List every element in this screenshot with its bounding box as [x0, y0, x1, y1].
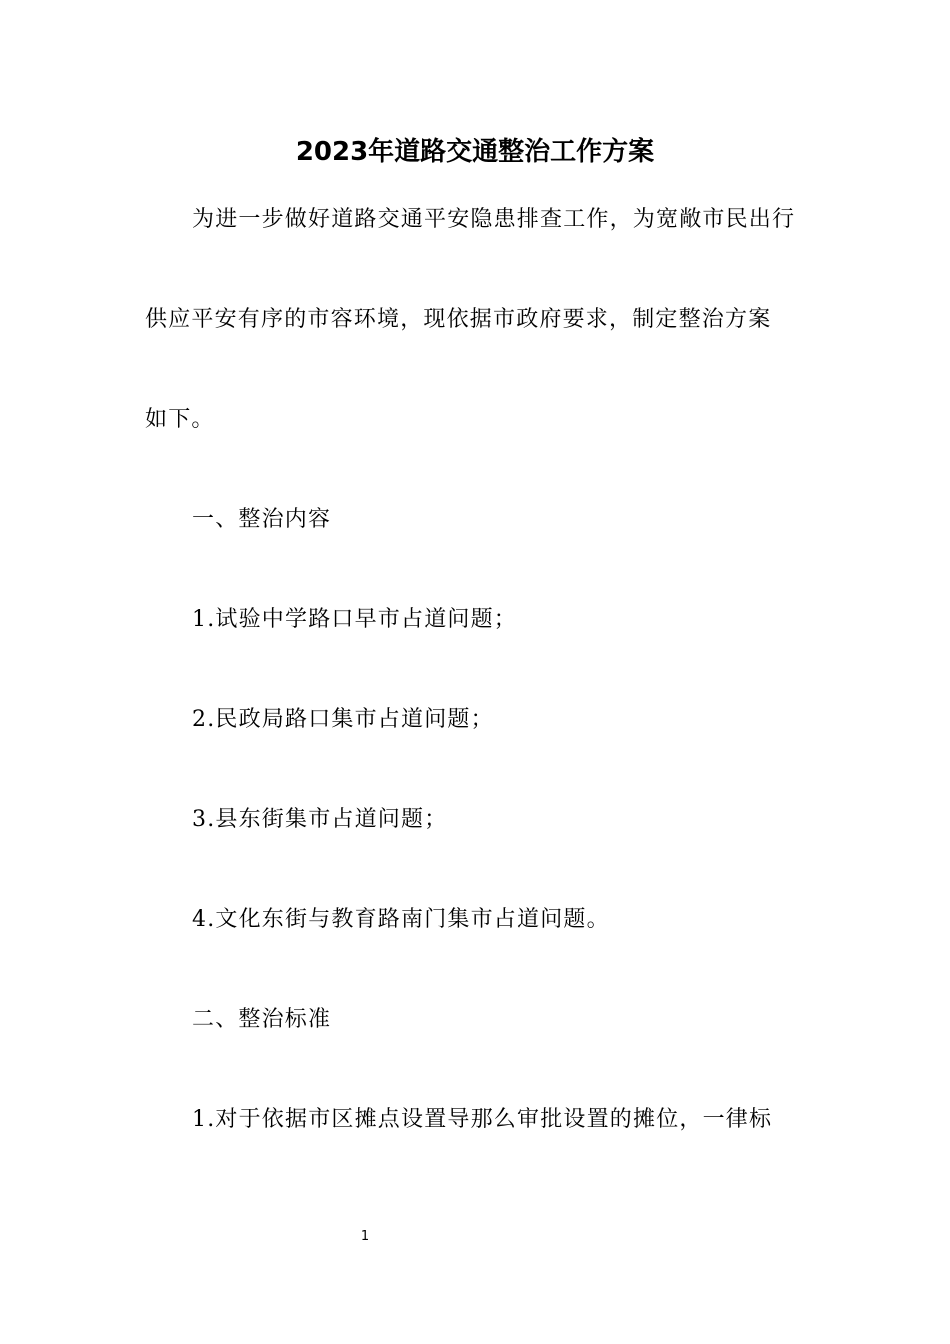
list-item-4: 4.文化东街与教育路南门集市占道问题。 [192, 907, 610, 932]
paragraph-intro-line-1: 为进一步做好道路交通平安隐患排查工作，为宽敞市民出行 [192, 207, 796, 232]
page-number: 1 [360, 1229, 370, 1244]
list-item-1: 1.试验中学路口早市占道问题； [192, 607, 517, 632]
paragraph-intro-line-2: 供应平安有序的市容环境，现依据市政府要求，制定整治方案 [145, 307, 772, 332]
paragraph-intro-line-3: 如下。 [145, 407, 215, 432]
section-heading-standard: 二、整治标准 [192, 1007, 332, 1032]
list-item-3: 3.县东街集市占道问题； [192, 807, 448, 832]
standard-item-1: 1.对于依据市区摊点设置导那么审批设置的摊位，一律标 [192, 1107, 773, 1132]
list-item-2: 2.民政局路口集市占道问题； [192, 707, 494, 732]
document-title: 2023年道路交通整治工作方案 [295, 137, 655, 167]
section-heading-content: 一、整治内容 [192, 507, 332, 532]
